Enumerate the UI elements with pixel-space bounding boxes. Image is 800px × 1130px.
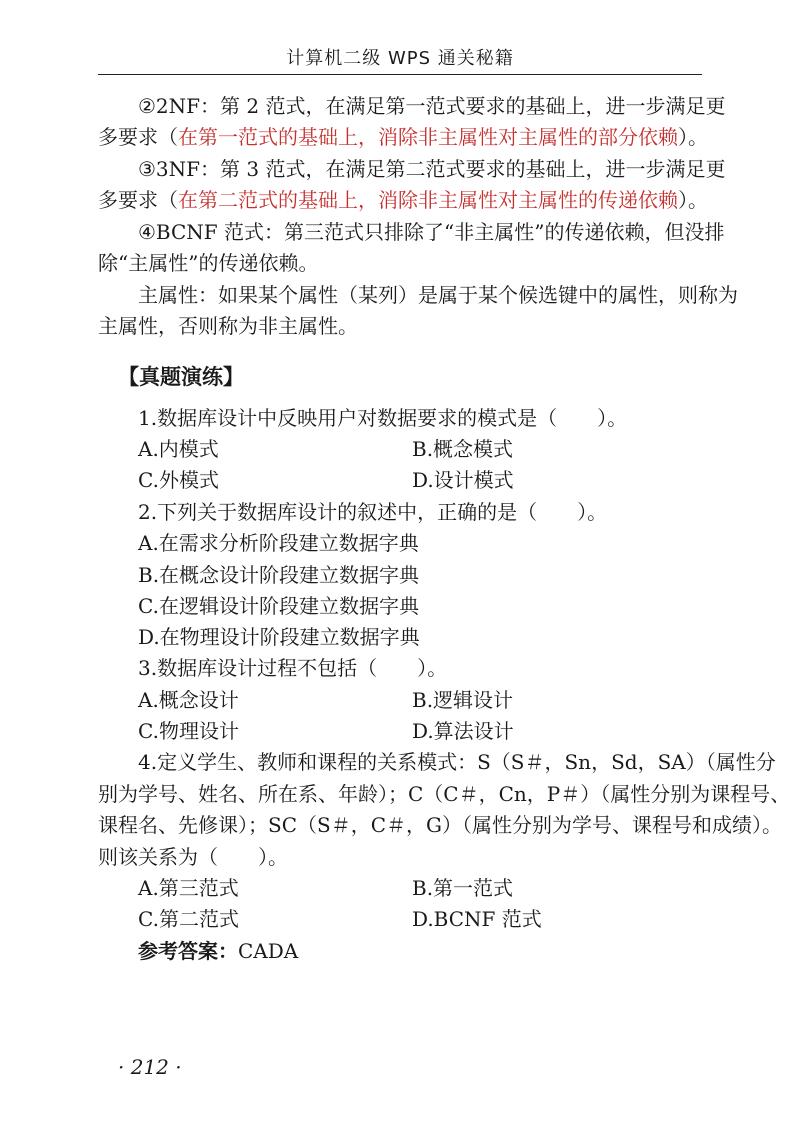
q4-stem-line1: 4.定义学生、教师和课程的关系模式：S（S＃，Sn，Sd，SA）（属性分 [138, 750, 776, 774]
para-bcnf-line2: 除“主属性”的传递依赖。 [98, 251, 319, 275]
q4-option-c: C.第二范式 [138, 907, 239, 931]
q2-option-d: D.在物理设计阶段建立数据字典 [138, 625, 420, 649]
running-header: 计算机二级 WPS 通关秘籍 [286, 48, 514, 69]
q1-option-a: A.内模式 [138, 437, 219, 461]
q3-option-d: D.算法设计 [412, 719, 514, 743]
para-3nf-line1: ③3NF：第 3 范式，在满足第二范式要求的基础上，进一步满足更 [138, 157, 726, 181]
para-bcnf-line1: ④BCNF 范式：第三范式只排除了“非主属性”的传递依赖，但没排 [138, 220, 725, 244]
para-3nf-line2 [98, 188, 708, 212]
page-number: · 212 · [118, 1055, 182, 1079]
q4-stem-line2: 别为学号、姓名、所在系、年龄）；C（C＃，Cn，P＃）（属性分别为课程号、 [98, 782, 791, 806]
q4-option-a: A.第三范式 [138, 876, 239, 900]
text: ）。 [678, 125, 708, 149]
q1-option-c: C.外模式 [138, 468, 219, 492]
q2-option-a: A.在需求分析阶段建立数据字典 [138, 531, 419, 555]
q4-stem-line3: 课程名、先修课）；SC（S＃，C＃，G）（属性分别为学号、课程号和成绩）。 [98, 813, 782, 837]
section-title: 【真题演练】 [118, 365, 244, 389]
header-rule [98, 74, 702, 75]
para-2nf-line1: ②2NF：第 2 范式，在满足第一范式要求的基础上，进一步满足更 [138, 94, 726, 118]
q2-stem: 2.下列关于数据库设计的叙述中，正确的是（ ）。 [138, 500, 608, 524]
highlight-text: 在第一范式的基础上，消除非主属性对主属性的部分依赖 [178, 125, 678, 149]
q3-option-b: B.逻辑设计 [412, 688, 514, 712]
answer-value: CADA [238, 939, 299, 963]
q3-option-a: A.概念设计 [138, 688, 239, 712]
answer-label: 参考答案： [138, 939, 238, 963]
q3-stem: 3.数据库设计过程不包括（ ）。 [138, 656, 448, 680]
para-primary-attr-line1: 主属性：如果某个属性（某列）是属于某个候选键中的属性，则称为 [138, 283, 738, 307]
q4-stem-line4: 则该关系为（ ）。 [98, 845, 288, 869]
q3-option-c: C.物理设计 [138, 719, 239, 743]
q2-option-c: C.在逻辑设计阶段建立数据字典 [138, 594, 419, 618]
text: 多要求（ [98, 188, 178, 212]
text: 多要求（ [98, 125, 178, 149]
para-2nf-line2 [98, 125, 708, 149]
answer-line [138, 939, 298, 963]
para-primary-attr-line2: 主属性，否则称为非主属性。 [98, 314, 358, 338]
q1-option-b: B.概念模式 [412, 437, 514, 461]
highlight-text: 在第二范式的基础上，消除非主属性对主属性的传递依赖 [178, 188, 678, 212]
text: ）。 [678, 188, 708, 212]
q2-option-b: B.在概念设计阶段建立数据字典 [138, 563, 420, 587]
q1-option-d: D.设计模式 [412, 468, 514, 492]
q1-stem: 1.数据库设计中反映用户对数据要求的模式是（ ）。 [138, 406, 628, 430]
q4-option-d: D.BCNF 范式 [412, 907, 542, 931]
q4-option-b: B.第一范式 [412, 876, 514, 900]
